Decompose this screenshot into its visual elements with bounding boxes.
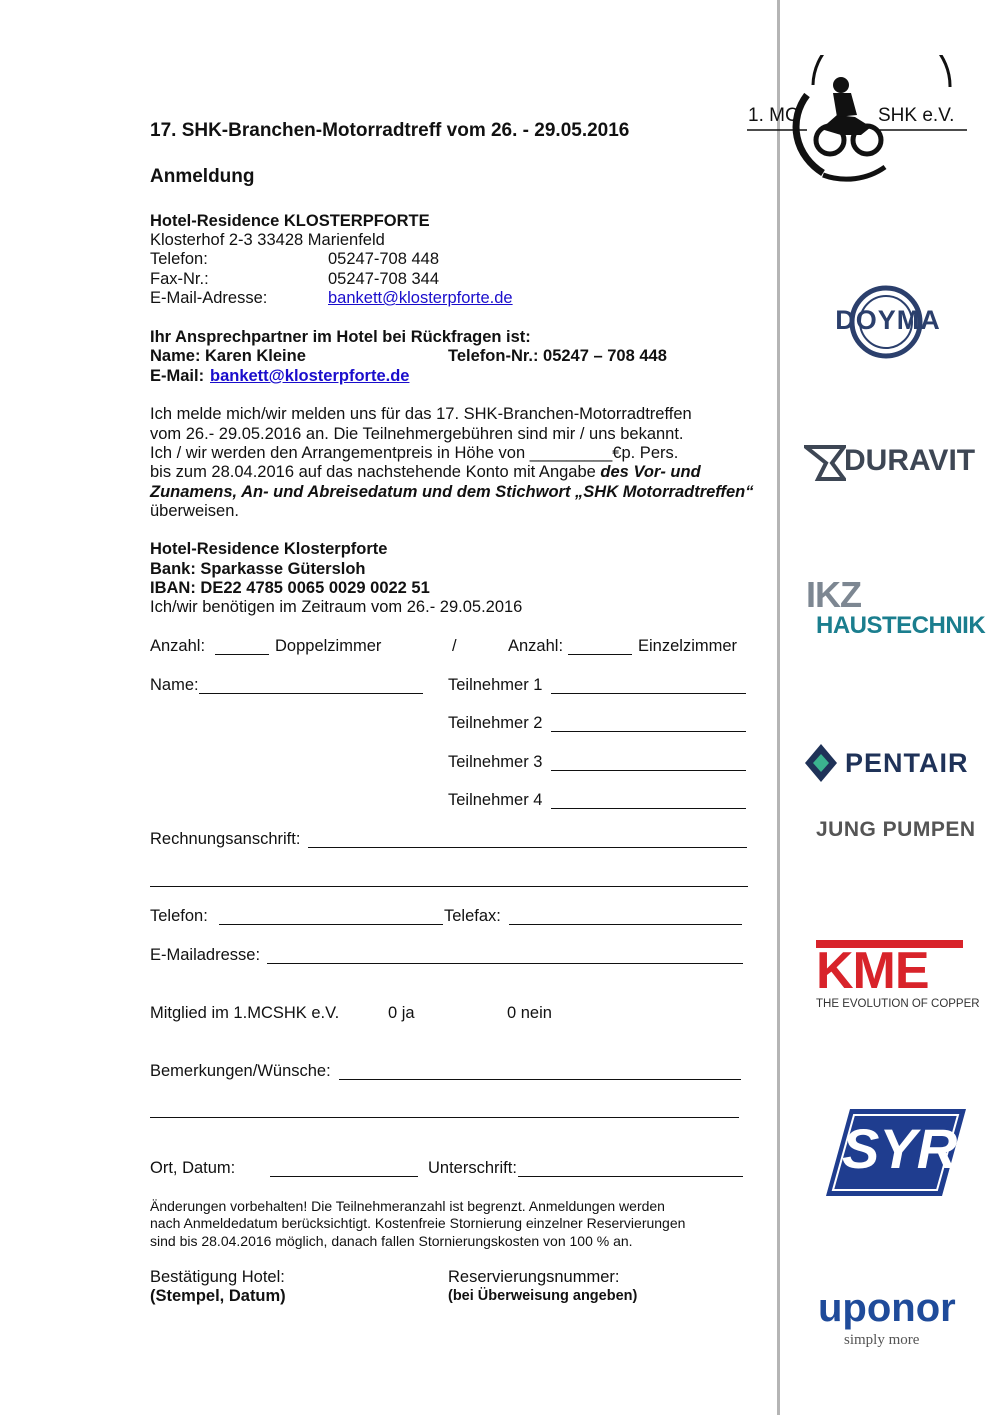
uponor-text: uponor	[818, 1286, 956, 1330]
contact-phone: Telefon-Nr.: 05247 – 708 448	[448, 347, 667, 365]
room-separator: /	[452, 637, 457, 655]
kme-tagline: THE EVOLUTION OF COPPER	[816, 998, 980, 1010]
name-label: Name:	[150, 676, 199, 694]
body-line-1: Ich melde mich/wir melden uns für das 17. SHK-Branchen-Motorradtreffen	[150, 405, 692, 423]
contact-name: Name: Karen Kleine	[150, 347, 306, 365]
double-room-label: Doppelzimmer	[275, 637, 382, 655]
participant-1-field[interactable]	[551, 679, 746, 694]
email-field[interactable]	[267, 949, 743, 964]
reservation-number-label: Reservierungsnummer:	[448, 1268, 620, 1286]
hotel-name: Hotel-Residence KLOSTERPFORTE	[150, 212, 430, 230]
doyma-logo	[818, 285, 958, 360]
notice-line-2: nach Anmeldedatum berücksichtigt. Kostenfreie Stornierung einzelner Reservierungen	[150, 1215, 686, 1231]
page-title: 17. SHK-Branchen-Motorradtreff vom 26. - 29.05.2016	[150, 120, 630, 141]
reservation-number-sub: (bei Überweisung angeben)	[448, 1288, 638, 1304]
ikz-text: IKZ	[806, 574, 861, 615]
single-room-label: Einzelzimmer	[638, 637, 738, 655]
contact-intro: Ihr Ansprechpartner im Hotel bei Rückfragen ist:	[150, 328, 531, 346]
column-divider	[777, 0, 780, 1415]
hotel-address: Klosterhof 2-3 33428 Marienfeld	[150, 231, 385, 249]
participant-3-field[interactable]	[551, 756, 746, 771]
hotel-phone: 05247-708 448	[328, 250, 440, 268]
fax-label: Telefax:	[444, 907, 501, 925]
billing-address-field[interactable]	[308, 833, 747, 848]
remarks-field[interactable]	[339, 1065, 741, 1080]
name-field[interactable]	[199, 679, 423, 694]
participant-2-field[interactable]	[551, 717, 746, 732]
fax-field[interactable]	[509, 910, 742, 925]
page-subtitle: Anmeldung	[150, 166, 255, 187]
duravit-arrow-icon	[804, 443, 846, 483]
uponor-tagline: simply more	[844, 1332, 920, 1348]
double-room-count-label: Anzahl:	[150, 637, 206, 655]
ikz-logo	[806, 574, 986, 644]
contact-email-link[interactable]: bankett@klosterpforte.de	[210, 367, 410, 385]
syr-logo	[820, 1105, 972, 1200]
participant-4-label: Teilnehmer 4	[448, 791, 543, 809]
place-date-field[interactable]	[270, 1162, 418, 1177]
syr-text: SYR	[842, 1117, 958, 1180]
hotel-confirmation-label: Bestätigung Hotel:	[150, 1268, 285, 1286]
phone-label: Telefon:	[150, 907, 208, 925]
contact-email-label: E-Mail:	[150, 367, 205, 385]
bank-iban: IBAN: DE22 4785 0065 0029 0022 51	[150, 579, 430, 597]
hotel-confirmation-sub: (Stempel, Datum)	[150, 1287, 286, 1305]
body-line-4-emphasis: des Vor- und	[600, 463, 701, 481]
billing-address-field-2[interactable]	[150, 872, 748, 887]
email-label: E-Mailadresse:	[150, 946, 261, 964]
hotel-phone-label: Telefon:	[150, 250, 208, 268]
pentair-logo	[803, 740, 983, 785]
remarks-field-2[interactable]	[150, 1103, 739, 1118]
signature-label: Unterschrift:	[428, 1159, 517, 1177]
body-line-2: vom 26.- 29.05.2016 an. Die Teilnehmergebühren sind mir / uns bekannt.	[150, 425, 684, 443]
single-room-count-label: Anzahl:	[508, 637, 564, 655]
body-line-4	[150, 463, 701, 482]
notice-line-1: Änderungen vorbehalten! Die Teilnehmeranzahl ist begrenzt. Anmeldungen werden	[150, 1198, 665, 1214]
body-line-3: Ich / wir werden den Arrangementpreis in Höhe von _________€p. Pers.	[150, 444, 679, 462]
hotel-email-label: E-Mail-Adresse:	[150, 289, 268, 307]
participant-4-field[interactable]	[551, 794, 746, 809]
bank-holder: Hotel-Residence Klosterpforte	[150, 540, 388, 558]
kme-logo	[816, 940, 980, 1015]
kme-text: KME	[816, 942, 929, 1000]
phone-field[interactable]	[219, 910, 443, 925]
hotel-fax-label: Fax-Nr.:	[150, 270, 209, 288]
participant-2-label: Teilnehmer 2	[448, 714, 543, 732]
duravit-text: DURAVIT	[844, 444, 976, 477]
body-line-4-plain: bis zum 28.04.2016 auf das nachstehende Konto mit Angabe	[150, 463, 596, 481]
ikz-haustechnik-text: HAUSTECHNIK	[816, 612, 986, 639]
member-label: Mitglied im 1.MCSHK e.V.	[150, 1004, 340, 1022]
mc-shk-logo	[745, 55, 970, 190]
bank-name: Bank: Sparkasse Gütersloh	[150, 560, 366, 578]
single-room-count-field[interactable]	[568, 640, 632, 655]
billing-address-label: Rechnungsanschrift:	[150, 830, 301, 848]
uponor-logo	[818, 1286, 978, 1356]
participant-3-label: Teilnehmer 3	[448, 753, 543, 771]
remarks-label: Bemerkungen/Wünsche:	[150, 1062, 331, 1080]
pentair-diamond-icon	[803, 742, 839, 784]
participant-1-label: Teilnehmer 1	[448, 676, 543, 694]
mc-logo-right-text: SHK e.V.	[878, 105, 955, 126]
doyma-text: DOYMA	[835, 305, 941, 335]
double-room-count-field[interactable]	[215, 640, 269, 655]
hotel-email-link[interactable]: bankett@klosterpforte.de	[328, 289, 513, 307]
mc-logo-left-text: 1. MC	[748, 105, 799, 126]
signature-field[interactable]	[518, 1162, 743, 1177]
notice-line-3: sind bis 28.04.2016 möglich, danach fallen Stornierungskosten von 100 % an.	[150, 1233, 633, 1249]
member-yes-option[interactable]: 0 ja	[388, 1004, 415, 1022]
member-no-option[interactable]: 0 nein	[507, 1004, 552, 1022]
body-line-6: überweisen.	[150, 502, 239, 520]
body-line-5: Zunamens, An- und Abreisedatum und dem Stichwort „SHK Motorradtreffen“	[150, 483, 754, 501]
pentair-text: PENTAIR	[845, 748, 969, 778]
duravit-logo	[804, 440, 974, 485]
hotel-fax: 05247-708 344	[328, 270, 440, 288]
booking-period: Ich/wir benötigen im Zeitraum vom 26.- 29.05.2016	[150, 598, 523, 616]
jung-pumpen-logo: JUNG PUMPEN	[816, 818, 976, 841]
place-date-label: Ort, Datum:	[150, 1159, 236, 1177]
